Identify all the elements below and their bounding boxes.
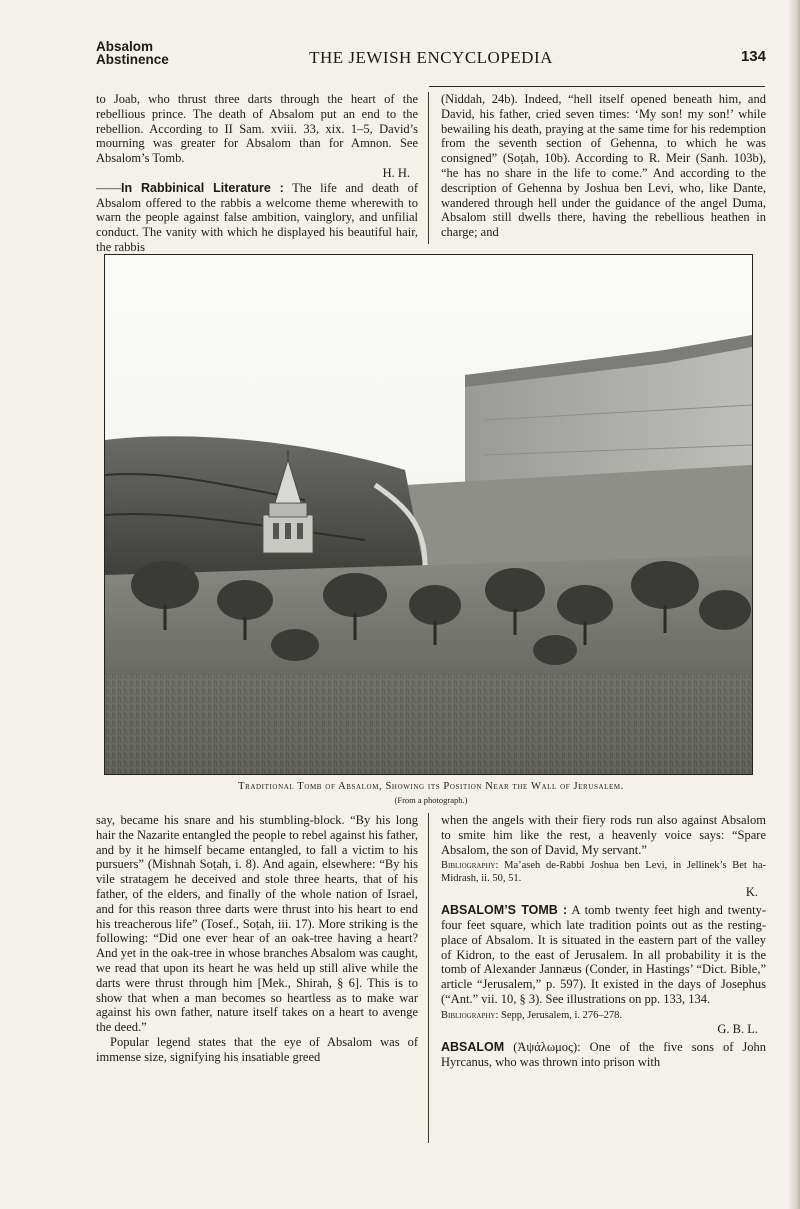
entry-absalom	[441, 1040, 766, 1070]
paragraph: Popular legend states that the eye of Absalom was of immense size, signifying his insatiable greed	[96, 1034, 418, 1064]
bibliography-text: Ma’aseh de-Rabbi Joshua ben Levi, in Jellinek’s Bet ha-Midrash, ii. 50, 51.	[441, 860, 766, 884]
page-number: 134	[740, 48, 766, 65]
entry-heading: ABSALOM’S TOMB :	[441, 903, 568, 918]
entry-text: A tomb twenty feet high and twenty-four feet square, which late tradition points out as the resting-place of Absalom. It is situated in the eastern part of the valley of Kidron, to the east of Jerusalem. In all probability it is the tomb of Alexander Jannæus (Conder, in Hastings’ “Dict. Bible,” article “Jerusalem,” p. 597). It existed in the days of Josephus (“Ant.” vii. 10, § 3). See illustrations on pp. 133, 134.	[441, 903, 766, 1006]
entry-greek-name: (Ἀψάλωμος)	[504, 1040, 578, 1055]
guide-word-first: Absalom	[96, 39, 154, 54]
em-dash: ——	[96, 180, 121, 195]
column-left-bottom	[96, 813, 418, 1065]
author-signature: H. H.	[382, 165, 410, 180]
entry-heading: ABSALOM	[441, 1040, 505, 1055]
column-right-top	[441, 92, 766, 240]
bibliography-text: Sepp, Jerusalem, i. 276–278.	[498, 1009, 623, 1021]
column-right-bottom	[441, 813, 766, 1070]
publication-title: THE JEWISH ENCYCLOPEDIA	[309, 48, 553, 67]
bibliography-label: Bibliography:	[441, 1009, 499, 1021]
figure-source: (From a photograph.)	[394, 795, 468, 805]
figure-caption: Traditional Tomb of Absalom, Showing its Position Near the Wall of Jerusalem.	[238, 781, 624, 792]
author-signature: K.	[745, 885, 758, 900]
column-divider	[428, 813, 429, 1143]
paragraph-text: The life and death of Absalom offered to the rabbis a welcome theme wherewith to warn the people against false ambition, vainglory, and unfilial conduct. The vanity with which he displayed his beautiful hair, the rabbis	[96, 180, 418, 254]
column-rule	[429, 86, 765, 87]
bibliography	[441, 860, 766, 885]
entry-absaloms-tomb	[441, 903, 766, 1007]
bibliography	[441, 1010, 766, 1023]
foreground-grass	[105, 675, 752, 774]
column-divider	[428, 92, 429, 244]
paragraph: say, became his snare and his stumbling-block. “By his long hair the Nazarite entangled the people to rebel against his father, and by it he himself became entangled, to fall a victim to his pursuers” (Mishnah Soṭah, i. 8). And again, elsewhere: “By his vile stratagem he deceived and stole three hearts, that of his father, of the elders, and finally of the whole nation of Israel, and for this reason three darts were thrust into his heart to end his treacherous life” (Tosef., Soṭah, iii. 17). More striking is the following: “Did one ever hear of an oak-tree having a heart? And yet in the oak-tree in whose branches Absalom was caught, we read that upon its heart he was held up still alive while the darts were thrust through him [Mek., Shirah, § 6]. This is to show that when a man becomes so heartless as to make war against his own father, nature itself takes on a heart to avenge the deed.”	[96, 813, 418, 1035]
author-signature: G. B. L.	[717, 1022, 758, 1037]
section-heading: In Rabbinical Literature :	[121, 180, 284, 195]
entry-text: : One of the five sons of John Hyrcanus, who was thrown into prison with	[441, 1040, 767, 1069]
running-head	[96, 40, 766, 80]
guide-word-last: Abstinence	[96, 52, 169, 67]
tomb-photograph	[104, 254, 753, 775]
column-left-top	[96, 92, 418, 255]
paragraph: when the angels with their fiery rods run also against Absalom to smite him like the rest, a heavenly voice says: “Spare Absalom, the son of David, My servant.”	[441, 813, 766, 857]
paragraph: to Joab, who thrust three darts through the heart of the rebellious prince. The death of Absalom put an end to the rebellion. According to II Sam. xviii. 33, xix. 1–5, David’s mourning was greater for Absalom than for Amnon. See Absalom’s Tomb.	[96, 92, 418, 166]
page-edge-shadow	[788, 0, 800, 1209]
paragraph: (Niddah, 24b). Indeed, “hell itself opened beneath him, and David, his father, cried seven times: ‘My son! my son!’ while bewailing his death, praying at the same time for his redemption from the seventh section of Gehenna, to which he was consigned” (Soṭah, 10b). According to R. Meir (Sanh. 103b), “he has no share in the life to come.” And according to the description of Gehenna by Joshua ben Levi, who, like Dante, wandered through hell under the guidance of the angel Duma, Absalom still dwells there, having the rebellious heathen in charge; and	[441, 92, 766, 240]
paragraph	[96, 181, 418, 255]
bibliography-label: Bibliography:	[441, 860, 499, 872]
